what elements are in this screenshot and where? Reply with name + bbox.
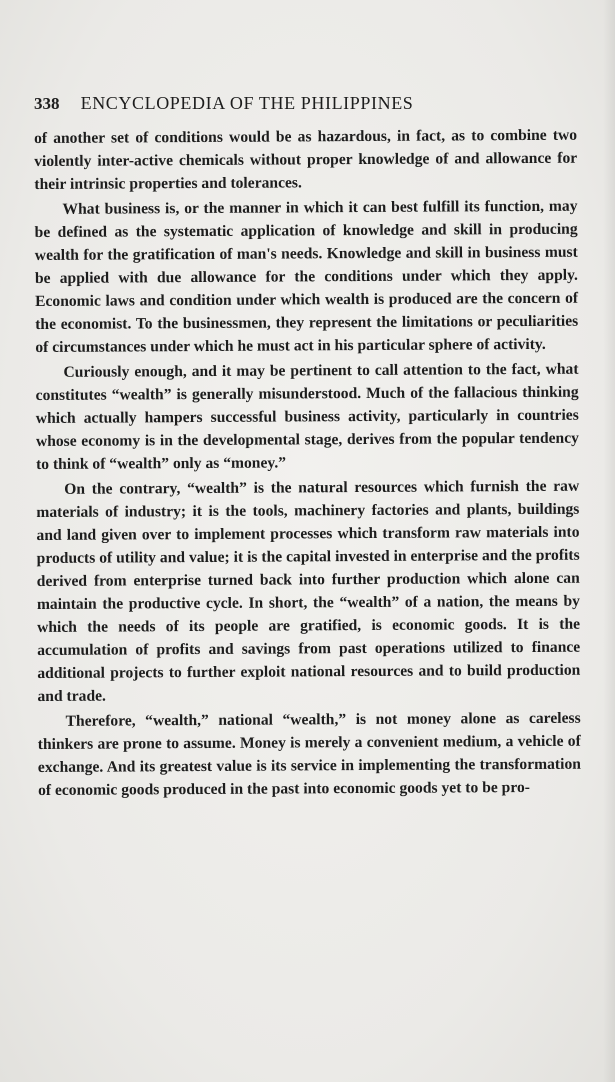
paragraph-wealth-definition: On the contrary, “wealth” is the natural resources which furnish the raw materials of industry; it is the tools, machinery factories and plants, buildings and land given over to implement processes which transform raw materials into products of utility and value; it is the capital invested in enterprise and the profits derived from enterprise turned back into further production which alone can maintain the productive cycle. In short, the “wealth” of a nation, the means by which the needs of its people are gratified, is economic goods. It is the accumulation of profits and savings from past operations utilized to finance additional projects to further exploit national resources and to build production and trade.	[36, 478, 581, 705]
running-header	[34, 93, 579, 114]
paragraph-business-definition: What business is, or the manner in which it can best fulfill its function, may be defined as the systematic application of knowledge and skill in producing wealth for the gratification of man's needs. Knowledge and skill in business must be applied with due allowance for the conditions under which they apply. Economic laws and condition under which wealth is produced are the concern of the economist. To the businessmen, they represent the limitations or peculiarities of circumstances under which he must act in his particular sphere of activity.	[34, 197, 579, 356]
body-text	[34, 125, 581, 806]
page-edge-shadow	[603, 0, 615, 1082]
running-title: ENCYCLOPEDIA OF THE PHILIPPINES	[80, 93, 414, 113]
paragraph-continued: of another set of conditions would be as hazardous, in fact, as to combine two violently inter-active chemicals without proper knowledge of and allowance for their intrinsic properties and tolerances.	[34, 126, 578, 193]
paragraph-money-medium: Therefore, “wealth,” national “wealth,” is not money alone as careless thinkers are prone to assume. Money is merely a convenient medium, a vehicle of exchange. And its greatest value is its service in implementing the transformation of economic goods produced in the past into economic goods yet to be pro-	[37, 709, 581, 799]
page-number: 338	[34, 94, 60, 113]
paragraph-wealth-misunderstood: Curiously enough, and it may be pertinent to call attention to the fact, what constitutes “wealth” is generally misunderstood. Much of the fallacious thinking which actually hampers successful business activity, particularly in countries whose economy is in the developmental stage, derives from the popular tendency to think of “wealth” only as “money.”	[35, 360, 579, 473]
